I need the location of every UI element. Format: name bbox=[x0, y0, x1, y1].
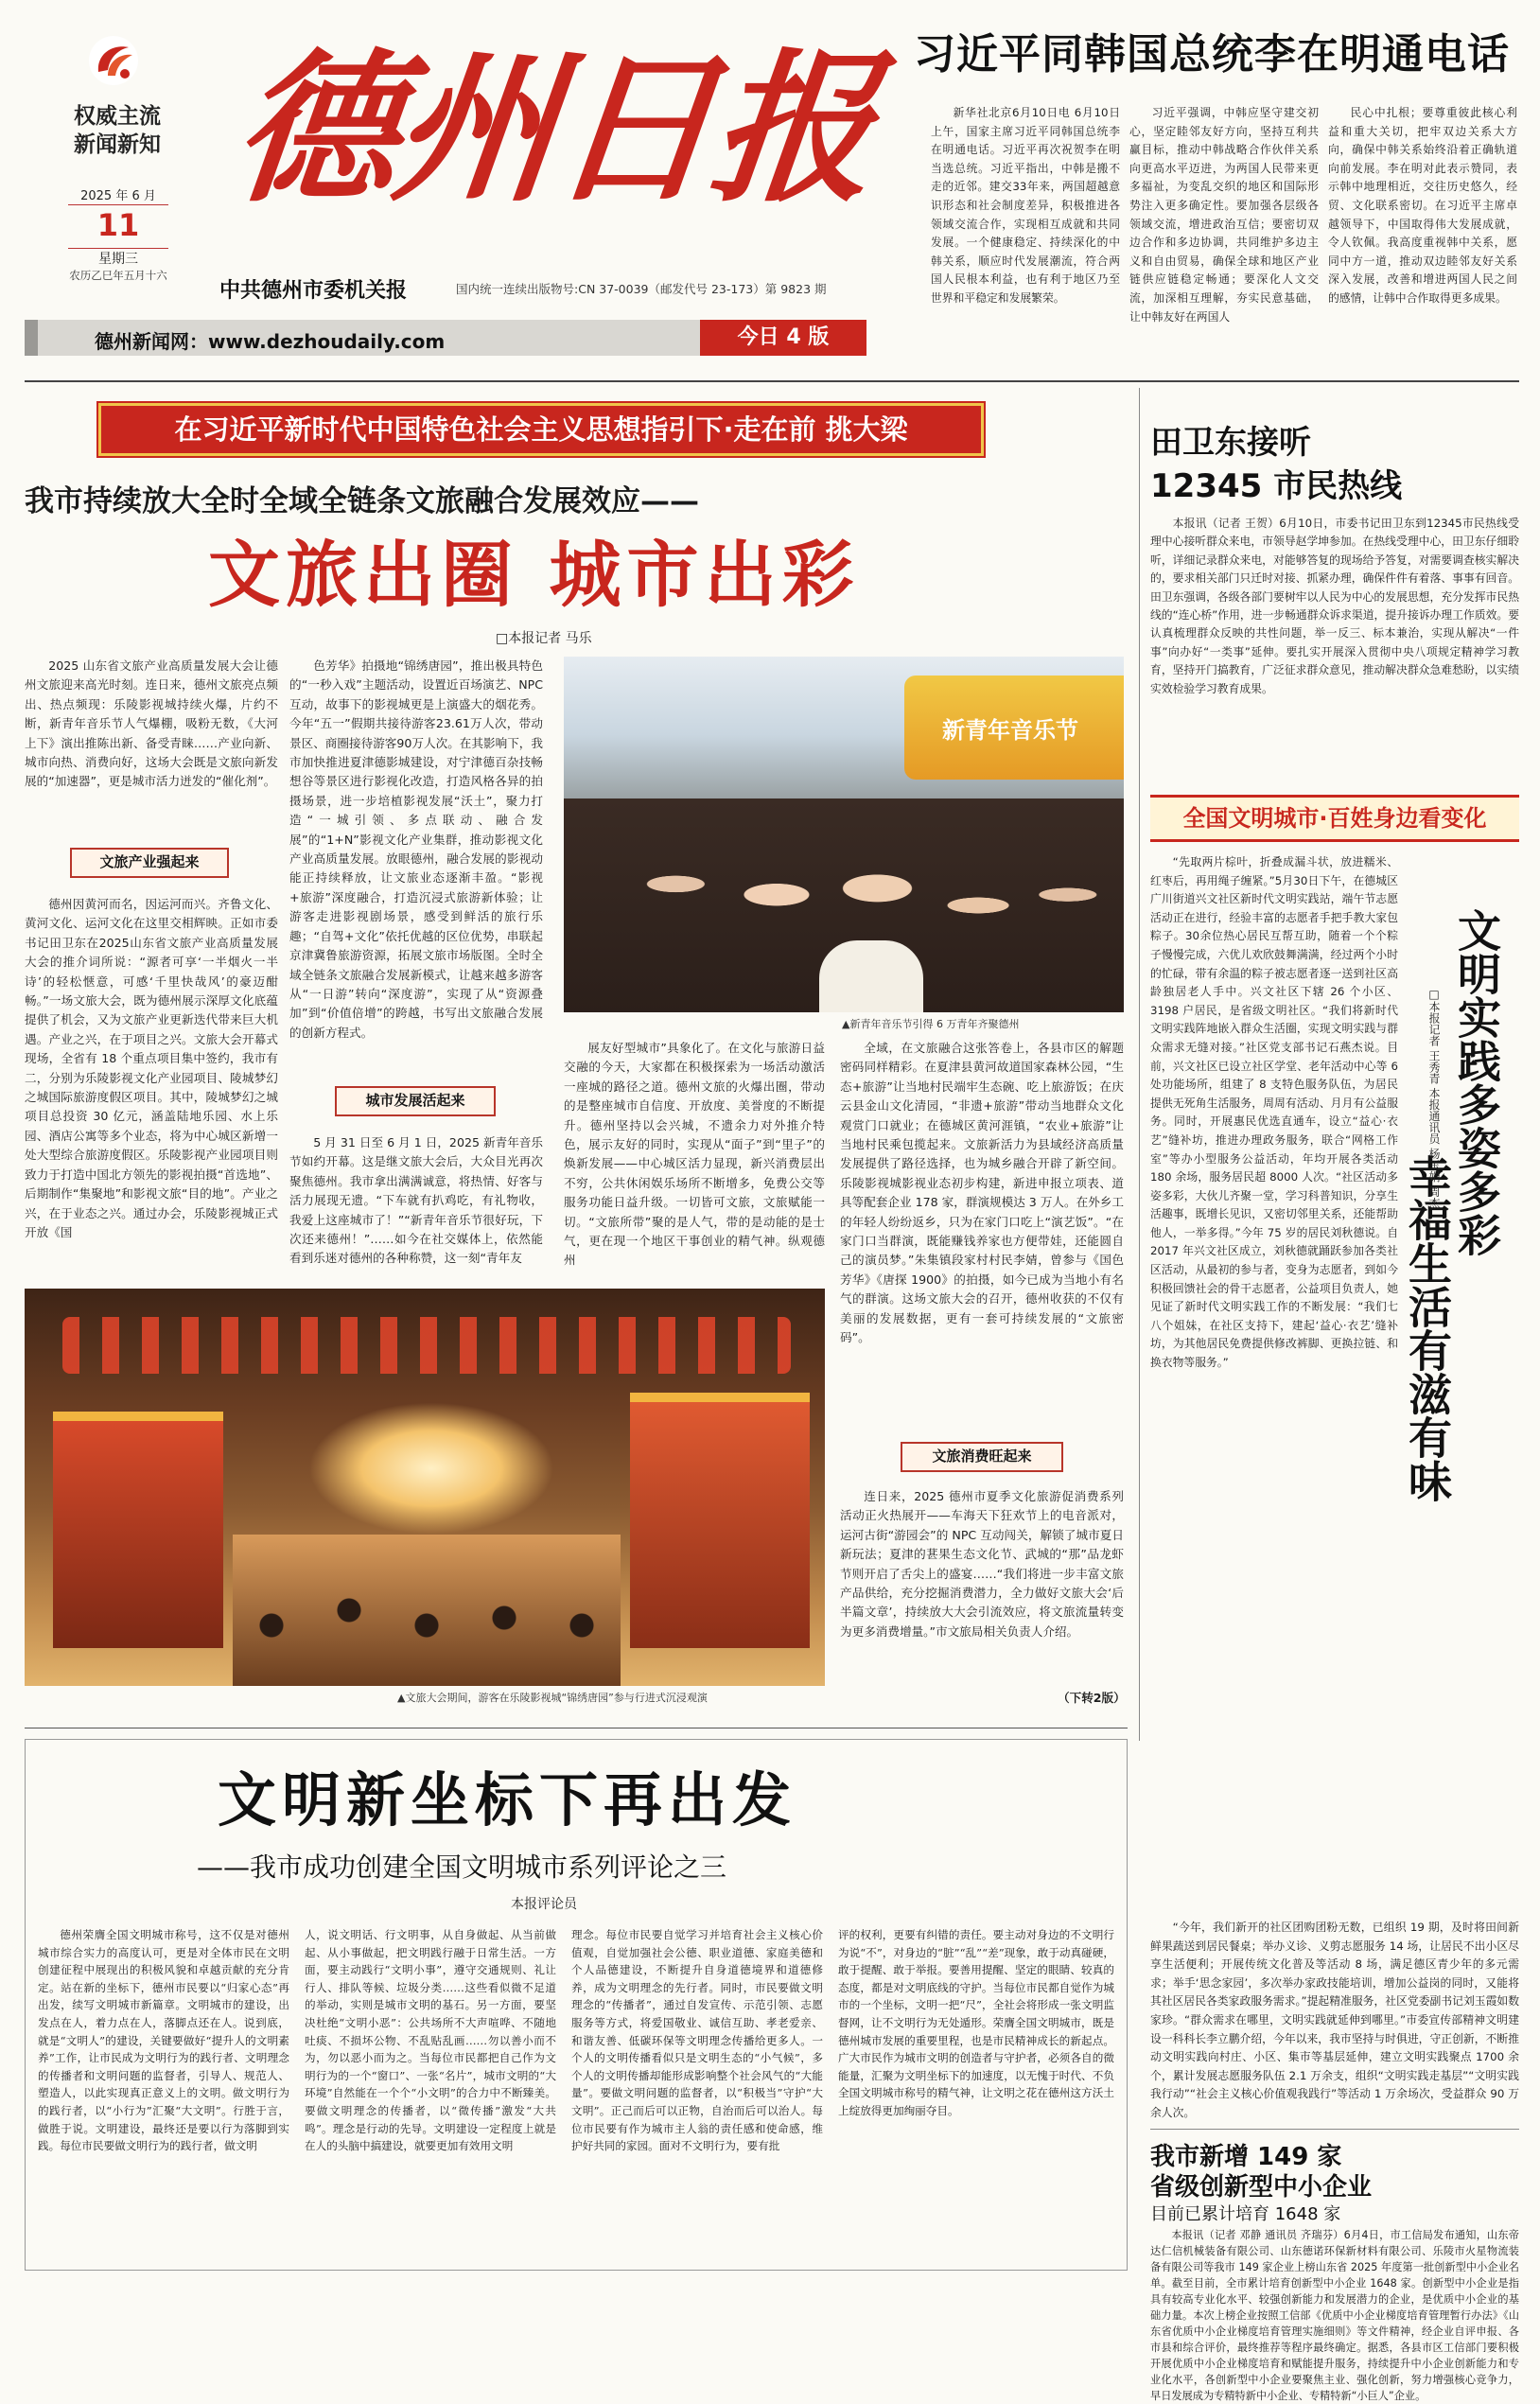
lead-para-c: 色芳华》拍摄地“锦绣唐园”，推出极具特色的“一秒入戏”主题活动，设置近百场演艺、NPC互动，故事下的影视城更是上演盛大的烟花秀。今年“五一”假期共接待游客23.61万人次，带动景区、商圈接待游客90万人次。在其影响下，我市加快推进夏津德影城建设，对宁津德百杂技畅想谷等景区进行影视化改造，打造风格各异的拍摄场景，进一步培植影视发展“沃土”，聚力打造“一城引领、多点联动、融合发展”的“1+N”影视文化产业集群，推动影视文化产业高质量发展。放眼德州，融合发展的影视动能正持续释放，让文旅业态逐渐丰盈。“影视+旅游”深度融合，打造沉浸式旅游新体验；让游客走进影视剧场景，感受到鲜活的旅行乐趣；“自驾+文化”依托优越的区位优势，串联起京津冀鲁旅游资源，拓展文旅市场版图。全时全域全链条文旅融合发展新模式，让越来越多游客从“一日游”转向“深度游”，实现了从“资源叠加”到“价值倍增”的跨越，书写出文旅融合发展的创新方程式。 bbox=[289, 658, 543, 1040]
right-sep bbox=[1150, 2129, 1519, 2130]
top-headline: 习近平同韩国总统李在明通电话 bbox=[914, 30, 1510, 79]
hotline-title-2: 12345 市民热线 bbox=[1150, 467, 1403, 505]
website-link[interactable]: 德州新闻网：www.dezhoudaily.com bbox=[95, 330, 446, 353]
commentary-text-2: 人，说文明话、行文明事，从自身做起、从当前做起、从小事做起，把文明践行融于日常生活。一方面，要主动践行“文明小事”，遵守交通规则、礼让行人、排队等候、垃圾分类……这些看似微不足道的举动，实则是城市文明的基石。另一方面，要坚决杜绝“文明小恶”：公共场所不大声喧哗、不随地吐痰、不损坏公物、不乱贴乱画……勿以善小而不为，勿以恶小而为之。当每位市民都把自己作为文明行为的一个“窗口”、一张“名片”，城市文明的“大环境”自然能在一个个“小文明”的合力中不断臻美。要做文明理念的传播者，以“微传播”激发“大共鸣”。理念是行动的先导。文明建设一定程度上就是在人的头脑中搞建设，就要更加有效用文明 bbox=[305, 1928, 556, 2153]
issue-date bbox=[62, 185, 174, 283]
wenming-byline: □本报记者 王秀青 本报通讯员 杨玉娟 周杰 bbox=[1427, 988, 1441, 1209]
publisher: 中共德州市委机关报 bbox=[219, 279, 408, 303]
top-story-col-2 bbox=[1129, 104, 1319, 365]
lead-para-f: 全域，在文旅融合这张答卷上，各县市区的解题密码同样精彩。在夏津县黄河故道国家森林公园，“生态+旅游”让当地村民端牢生态碗、吃上旅游饭；在庆云县金山文化清园，“非遗+旅游”带动当地群众文化观赏门口就业；在德城区黄河涯镇，“农业+旅游”让当地村民乘包揽起来。文旅新活力为县域经济高质量发展提供了路径选择，也为城乡融合开辟了新空间。乐陵影视城影视业态初步构建，新进申报立项表、道具等配套企业 178 家，群演规模达 3 万人。在外乡工的年轻人纷纷返乡，只为在家门口吃上“演艺饭”。“在家门口当群演，既能赚钱养家也方便带娃，还能圆自己的演员梦。”朱集镇段家村村民李婧，曾参与《国色芳华》《唐探 1900》的拍摄，如今已成为当地小有名气的群演。这场文旅大会的召开，德州收获的不仅有美丽的发展数据，更有一套可持续发展的“文旅密码”。 bbox=[840, 1041, 1124, 1345]
lead-byline: □本报记者 马乐 bbox=[496, 631, 592, 646]
sub-heading-city-text: 城市发展活起来 bbox=[365, 1092, 465, 1109]
sme-body bbox=[1150, 2227, 1519, 2402]
light-glow bbox=[308, 1402, 554, 1535]
lantern-row bbox=[62, 1317, 791, 1374]
slogan-line-2: 新闻新知 bbox=[74, 132, 161, 157]
main-column-divider bbox=[1139, 388, 1140, 1741]
date-year-month: 2025 年 6 月 bbox=[80, 189, 156, 203]
lead-title: 文旅出圈 城市出彩 bbox=[208, 533, 860, 617]
lead-col-1a bbox=[25, 657, 278, 831]
masthead-rule bbox=[25, 380, 1519, 382]
logo-swirl-icon bbox=[87, 34, 140, 87]
commentary-title: 文明新坐标下再出发 bbox=[218, 1765, 797, 1834]
date-rule bbox=[68, 204, 168, 205]
commentary-col-2 bbox=[305, 1926, 556, 2259]
sme-body-text: 本报讯（记者 邓静 通讯员 齐瑞芬）6月4日，市工信局发布通知，山东帝达仁信机械装备有限公司、山东德诺环保新材料有限公司、乐陵市火星物流装备有限公司等我市 149 家企业上榜山东省 2025 年度第一批创新型中小企业名单。截至目前，全市累计培育创新型中小企业 1648 家。创新型中小企业是指具有较高专业化水平、较强创新能力和发展潜力的企业，是优质中小企业的基础力量。本次上榜企业按照工信部《优质中小企业梯度培育管理暂行办法》《山东省优质中小企业梯度培育管理实施细则》等文件精神，经企业自评申报、各市县和综合评价，最终推荐等程序最终确定。据悉，各县市区工信部门要积极开展优质中小企业梯度培育和赋能提升服务，持续提升中小企业创新能力和专业化水平，各创新型中小企业要聚焦主业、强化创新，努力增强核心竞争力，早日发展成为专精特新中小企业、专精特新“小巨人”企业。 bbox=[1150, 2229, 1519, 2402]
theme-banner-text: 在习近平新时代中国特色社会主义思想指引下·走在前 挑大梁 bbox=[174, 413, 908, 446]
website-bar-left bbox=[25, 320, 38, 356]
wenming-body-text-1: “先取两片棕叶，折叠成漏斗状，放进糯米、红枣后，再用绳子缠紧。”5月30日下午，在德城区广川街道兴文社区新时代文明实践站，端午节志愿活动正在进行，经验丰富的志愿者手把手教大家包粽子。30余位热心居民互帮互助，随着一个个粽子慢慢完成，六优儿欢欣鼓舞满满，经过两个小时的忙碌，带有余温的粽子被志愿者逐一送到社区高龄独居老人手中。兴文社区下辖 26 个小区、3198 户居民，是省级文明社区。“我们将新时代文明实践阵地嵌入群众生活圈，实现文明实践与群众需求无缝对接。”社区党支部书记石燕杰说。目前，兴文社区已设立社区学堂、老年活动中心等 6 处功能场所，组建了 8 支特色服务队伍，为居民提供无死角生活服务，周周有活动、月月有公益服务。同时，开展惠民优选直通车，设立“益心·衣艺”缝补坊，推进办理政务服务，联合“网格工作室”等办小型服务公益活动，年均开展各类活动 180 余场，服务居民超 8000 人次。“社区活动多姿多彩，大伙儿齐聚一堂，学习科普知识，分享生活趣事，既增长见识，又密切邻里关系，还能帮助他人，一举多得。”今年 75 岁的居民刘秋德说。自 2017 年兴文社区成立，刘秋德就踊跃参加各类社区活动，从最初的参与者，变身为志愿者，到如今积极回馈社会的骨干志愿者，公益项目负责人，她见证了新时代文明实践工作的不断发展：“我们七八个姐妹，在社区支持下，建起‘益心·衣艺’缝补坊，为其他居民免费提供修改裤脚、更换拉链、和换衣物等服务。” bbox=[1150, 855, 1398, 1370]
continued-note: （下转2版） bbox=[1058, 1691, 1126, 1705]
commentary-col-4 bbox=[838, 1926, 1114, 2259]
top-story-text-3: 民心中扎根；要尊重彼此核心利益和重大关切，把牢双边关系大方向，确保中韩关系始终沿着正确轨道向前发展。李在明对此表示赞同，表示韩中地理相近，交往历史悠久，经贸、文化联系密切。在习近平主席卓越领导下，中国取得伟大发展成就，令人钦佩。我高度重视韩中关系，愿同中方一道，推动双边睦邻友好关系深入发展，改善和增进两国人民之间的感情，让韩中合作取得更多成果。 bbox=[1328, 106, 1517, 305]
sme-title-line-1: 我市新增 149 家 bbox=[1150, 2143, 1342, 2171]
wenming-vertical-title-2: 幸福生活有滋有味 bbox=[1402, 1154, 1453, 1502]
commentary-text-4: 评的权利，更要有纠错的责任。要主动对身边的不文明行为说“不”，对身边的“脏”“乱”“差”现象，敢于动真碰硬，敢于提醒、敢于举报。要善用提醒、坚定的眼睛、较真的态度，都是对文明底线的守护。当每位市民都自觉作为城市的一个坐标，文明一把“尺”，全社会将形成一张文明监督网，让不文明行为无处遁形。荣膺全国文明城市，既是德州城市发展的重要里程，也是市民精神成长的新起点。广大市民作为城市文明的创造者与守护者，必须各自的微能量，汇聚为文明坐标下的加速度，以无愧于时代、不负全国文明城市称号的精气神，让文明之花在德州这方沃土上绽放得更加绚丽夺目。 bbox=[838, 1928, 1114, 2117]
lead-kicker: 我市持续放大全时全域全链条文旅融合发展效应—— bbox=[25, 484, 699, 518]
commentary-text-1: 德州荣膺全国文明城市称号，这不仅是对德州城市综合实力的高度认可，更是对全体市民在文明创建征程中展现出的积极风貌和卓越贡献的充分肯定。站在新的坐标下，德州市民要以“归家心态”再出发，续写文明城市新篇章。文明城市的建设，出发点在人，着力点在人，落脚点还在人。说到底，就是“文明人”的建设，关键要做好“提升人的文明素养”工作，让市民成为文明行为的践行者、文明理念的传播者和文明问题的监督者，引导人、规范人、塑造人，以此实现真正意义上的文明。做文明行为的践行者，以“小行为”汇聚“大文明”。行胜于言，做胜于说。文明建设，最终还是要以行为落脚到实践。每位市民要做文明行为的践行者，做文明 bbox=[38, 1928, 289, 2153]
top-story-col-3 bbox=[1328, 104, 1517, 365]
commentary-col-3 bbox=[571, 1926, 823, 2259]
commentary-col-1 bbox=[38, 1926, 289, 2259]
issn-line: 国内统一连续出版物号:CN 37-0039（邮发代号 23-173）第 9823 期 bbox=[456, 282, 827, 296]
concert-stage-banner: 新青年音乐节 bbox=[942, 717, 1078, 744]
wenming-body-1 bbox=[1150, 853, 1398, 1913]
lunar-date: 农历乙巳年五月十六 bbox=[69, 269, 167, 282]
lead-col-4 bbox=[840, 1039, 1124, 1429]
sub-heading-consumption bbox=[901, 1442, 1063, 1472]
lead-para-g: 连日来，2025 德州市夏季文化旅游促消费系列活动正火热展开——车海天下狂欢节上的电音派对，运河古街“游园会”的 NPC 互动闯关，解锁了城市夏日新玩法；夏津的葚果生态文化节、武城的“那”品龙虾节则开启了舌尖上的盛宴……“我们将进一步丰富文旅产品供给，充分挖掘消费潜力，全力做好文旅大会‘后半篇文章’，持续放大大会引流效应，将文旅流量转变为更多消费增量。”市文旅局相关负责人介绍。 bbox=[840, 1489, 1124, 1639]
lead-para-e: 展友好型城市”具象化了。在文化与旅游日益交融的今天，大家都在积极探索为一场活动激活一座城的路径之道。德州文旅的火爆出圈，带动的是整座城市自信度、开放度、美誉度的不断提升。德州坚持以会兴城，不遗余力对外推介特色，展示友好的同时，实现从“面子”到“里子”的焕新发展——中心城区活力显现，新兴消费层出不穷，公共休闲娱乐场所不断增多，免费公交等服务功能日益升级。一切皆可文旅，文旅赋能一切。“文旅所带”聚的是人气，带的是动能的是士气，更在现一个地区干事创业的精气神。纵观德州 bbox=[564, 1041, 825, 1268]
wenming-body-2 bbox=[1150, 1919, 1519, 2119]
sub-heading-industry-text: 文旅产业强起来 bbox=[99, 853, 200, 870]
sub-heading-consumption-text: 文旅消费旺起来 bbox=[932, 1448, 1032, 1465]
sub-heading-industry bbox=[70, 848, 229, 878]
lead-col-3 bbox=[564, 1039, 825, 1273]
fan-shirt bbox=[819, 940, 923, 1012]
hotline-body-text: 本报讯（记者 王贺）6月10日，市委书记田卫东到12345市民热线受理中心接听群众来电，市领导赵学坤参加。在热线受理中心，田卫东仔细聆听，详细记录群众来电，对能够答复的现场给予答复，对需要调查核实解决的，要求相关部门只迁时对接、抓紧办理，确保件件有着落、事事有回音。田卫东强调，各级各部门要树牢以人民为中心的发展思想，充分发挥市民热线的“连心桥”作用，进一步畅通群众诉求渠道，提升接诉办理工作质效。要认真梳理群众反映的共性问题，举一反三、标本兼治，实现从解决“一件事”向办好“一类事”延伸。要扎实开展深入贯彻中央八项规定精神学习教育，坚持开门搞教育，广泛征求群众意见，推动解决群众急难愁盼，以实绩实效检验学习教育成果。 bbox=[1150, 517, 1519, 695]
lead-para-a: 2025 山东省文旅产业高质量发展大会让德州文旅迎来高光时刻。连日来，德州文旅亮点频出、热点频现：乐陵影视城持续火爆，片约不断，新青年音乐节人气爆棚，吸粉无数，《大河上下》演出推陈出新、备受青睐……产业向新、城市向热、消费向好，这场大会既是文旅向新发展的“加速器”，更是城市活力迸发的“催化剂”。 bbox=[25, 658, 278, 789]
pavilion-right bbox=[630, 1393, 810, 1648]
page-count-badge: 今日 4 版 bbox=[700, 320, 866, 356]
commentary-byline: 本报评论员 bbox=[511, 1897, 577, 1912]
wenming-body-text-2: “今年，我们新开的社区团购团粉无数，已组织 19 期，及时将田间新鲜果蔬送到居民餐桌；举办义诊、义剪志愿服务 14 场，让居民不出小区尽享生活便利；开展传统文化普及等活动 8 场，满足德区青少年的多元需求；举手‘思念家园’，多次举办家政技能培训，增加公益岗的同时，又能将其社区居民各类家政服务需求。”提起精准服务，社区党委副书记刘玉霞如数家珍。“群众需求在哪里，文明实践就延伸到哪里。”市委宣传部精神文明建设一科科长李立鹏介绍，今年以来，我市坚持与时俱进，守正创新，不断推动文明实践向村庄、小区、集市等基层延伸，建立文明实践聚点 1700 余个，累计发展志愿服务队伍 2.1 万余支，组织“文明实践走基层”“文明实践我行动”“社会主义核心价值观我践行”等活动 1 万余场次，受益群众 90 万余人次。 bbox=[1150, 1921, 1519, 2119]
weekday: 星期三 bbox=[98, 252, 138, 267]
slogan-line-1: 权威主流 bbox=[74, 104, 161, 129]
commentary-subtitle: ——我市成功创建全国文明城市系列评论之三 bbox=[197, 1851, 727, 1883]
slogan bbox=[61, 102, 174, 159]
lead-para-b: 德州因黄河而名，因运河而兴。齐鲁文化、黄河文化、运河文化在这里交相辉映。正如市委书记田卫东在2025山东省文旅产业高质量发展大会的推介词所说：“源者可享‘一半烟火一半诗’的轻松惬意，可感‘千里快哉风’的豪迈酣畅。”一场文旅大会，既为德州展示深厚文化底蕴提供了机会，又为文旅产业更新迭代带来巨大机遇。产业之兴，在于项目之兴。文旅大会开幕式现场，全省有 18 个重点项目集中签约，我市有二，分别为乐陵影视文化产业园项目、陵城梦幻之城国际旅游度假区项目。其中，陵城梦幻之城项目总投资 30 亿元，涵盖陆地乐园、水上乐园、酒店公寓等多个业态，将为中心城区新增一处大型综合旅游度假区。乐陵影视产业园项目则致力于打造中国北方领先的影视拍摄“首选地”、后期制作“集聚地”和影视文旅“目的地”。产业之兴，在于业态之兴。通过办会，乐陵影视城正式开放《国 bbox=[25, 897, 278, 1239]
concert-caption: ▲新青年音乐节引得 6 万青年齐聚德州 bbox=[842, 1018, 1020, 1030]
lead-col-2b bbox=[289, 1133, 543, 1275]
hotline-title-1: 田卫东接听 bbox=[1150, 424, 1311, 462]
street-crowd bbox=[233, 1535, 621, 1686]
date-day: 11 bbox=[96, 207, 140, 243]
paper-nameplate: 德州日报 bbox=[225, 32, 882, 224]
top-story-col-1 bbox=[931, 104, 1120, 365]
date-rule-2 bbox=[68, 248, 168, 249]
lead-col-2a bbox=[289, 657, 543, 1205]
hotline-body bbox=[1150, 515, 1519, 772]
lead-col-4b bbox=[840, 1487, 1124, 1686]
sme-deck: 目前已累计培育 1648 家 bbox=[1150, 2204, 1341, 2224]
sub-heading-city bbox=[335, 1086, 496, 1116]
sme-title-line-2: 省级创新型中小企业 bbox=[1150, 2173, 1373, 2202]
wenming-vertical-title-1: 文明实践多姿多彩 bbox=[1451, 908, 1502, 1256]
film-city-photo bbox=[25, 1289, 825, 1686]
wenming-banner-text: 全国文明城市·百姓身边看变化 bbox=[1182, 805, 1487, 832]
film-city-caption: ▲文旅大会期间，游客在乐陵影视城“锦绣唐园”参与行进式沉浸观演 bbox=[397, 1692, 708, 1704]
concert-photo bbox=[564, 657, 1124, 1012]
commentary-text-3: 理念。每位市民要自觉学习并培育社会主义核心价值观，自觉加强社会公德、职业道德、家庭美德和个人品德建设，不断提升自身道德境界和道德修养，成为文明理念的先行者。同时，市民要做文明理念的“传播者”，通过自发宣传、示范引领、志愿服务等方式，将爱国敬业、诚信互助、孝老爱亲、和谐友善、低碳环保等文明理念传播给更多人。一个人的文明传播看似只是文明生态的“小气候”，多个人的文明传播却能形成影响整个社会风气的“大能量”。要做文明问题的监督者，以“积极当”守护“大文明”。正己而后可以正物，自治而后可以治人。每位市民要有作为城市主人翁的责任感和使命感，维护好共同的家园。面对不文明行为，要有批 bbox=[571, 1928, 823, 2153]
logo-mark bbox=[87, 34, 140, 87]
sme-story bbox=[1150, 2142, 1519, 2402]
pavilion-left bbox=[53, 1412, 223, 1648]
top-story-text-2: 习近平强调，中韩应坚守建交初心，坚定睦邻友好方向，坚持互利共赢目标，推动中韩战略合作伙伴关系向更高水平迈进，为两国人民带来更多福祉，为变乱交织的地区和国际形势注入更多确定性。要加强各层级各领域交流，增进政治互信；要密切双边合作和多边协调，共同维护多边主义和自由贸易，确保全球和地区产业链供应链稳定畅通；要深化人文交流，加深相互理解，夯实民意基础，让中韩友好在两国人 bbox=[1129, 106, 1319, 324]
top-story-text-1: 新华社北京6月10日电 6月10日上午，国家主席习近平同韩国总统李在明通电话。习近平再次祝贺李在明当选总统。习近平指出，中韩是搬不走的近邻。建交33年来，两国超越意识形态和社会制度差异，积极推进各领域交流合作，实现相互成就和共同发展。一个健康稳定、持续深化的中韩关系，顺应时代发展潮流，符合两国人民根本利益，也有利于地区乃至世界和平稳定和发展繁荣。 bbox=[931, 106, 1120, 305]
lead-para-d: 5 月 31 日至 6 月 1 日，2025 新青年音乐节如约开幕。这是继文旅大会后，大众目光再次聚焦德州。我市拿出满满诚意，将热情、好客与活力展现无遗。“下车就有扒鸡吃，有礼物收，我爱上这座城市了！”“新青年音乐节很好玩，下次还来德州！”……如今在社交媒体上，依然能看到乐迷对德州的各种称赞，这一刻“青年友 bbox=[289, 1135, 543, 1266]
